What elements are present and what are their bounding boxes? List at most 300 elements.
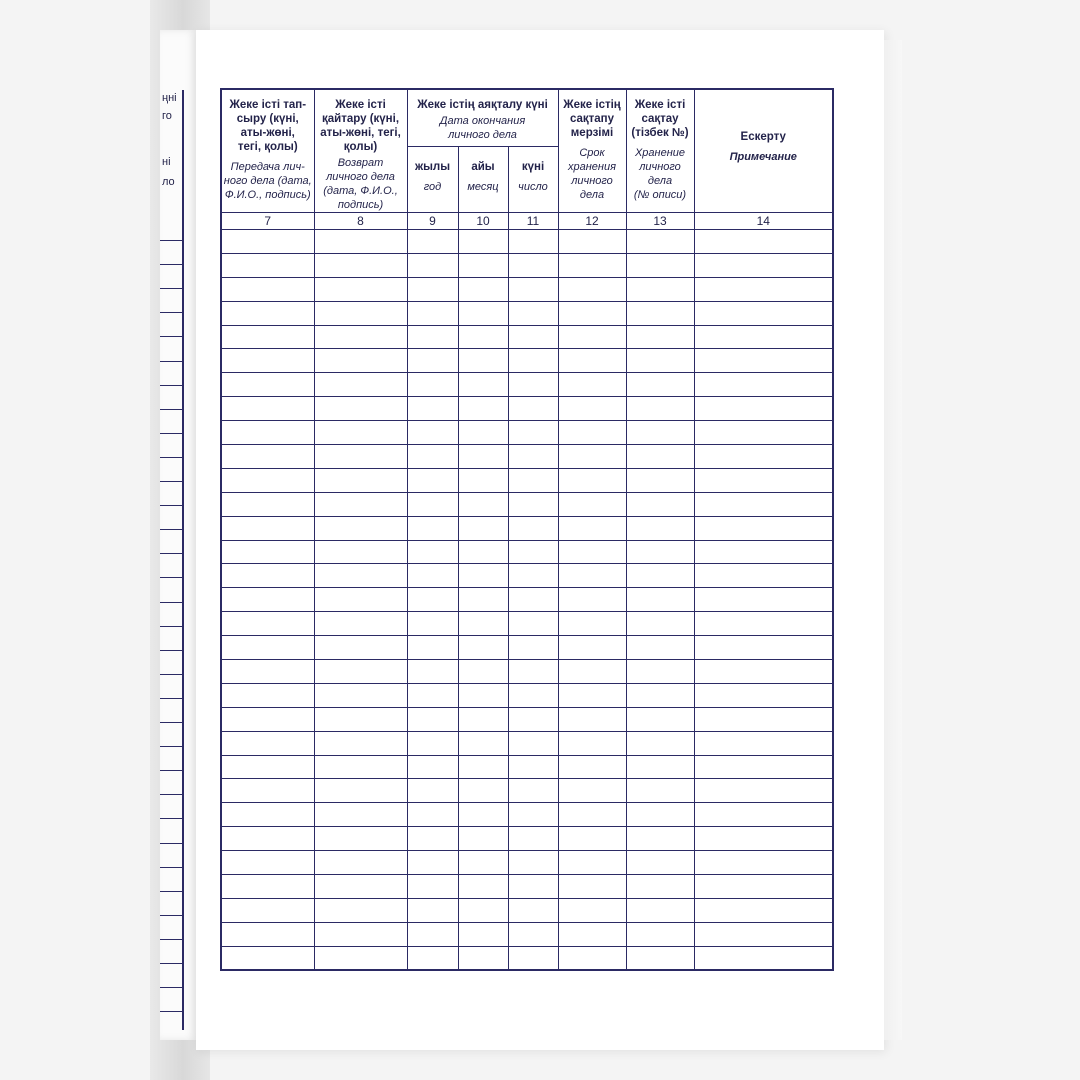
header-col-9-kz: жылы [414,161,451,174]
table-cell[interactable] [508,564,558,588]
table-cell[interactable] [314,325,407,349]
table-cell[interactable] [221,827,314,851]
table-cell[interactable] [314,779,407,803]
table-cell[interactable] [508,707,558,731]
table-cell[interactable] [694,492,833,516]
table-cell[interactable] [458,421,508,445]
table-cell[interactable] [626,277,694,301]
table-cell[interactable] [626,516,694,540]
table-cell[interactable] [314,468,407,492]
table-cell[interactable] [626,851,694,875]
table-cell[interactable] [694,707,833,731]
table-cell[interactable] [314,731,407,755]
table-cell[interactable] [694,397,833,421]
table-cell[interactable] [314,898,407,922]
table-cell[interactable] [558,827,626,851]
table-cell[interactable] [626,445,694,469]
table-cell[interactable] [221,636,314,660]
table-cell[interactable] [558,588,626,612]
table-cell[interactable] [458,516,508,540]
table-cell[interactable] [558,922,626,946]
table-cell[interactable] [407,731,458,755]
table-cell[interactable] [694,277,833,301]
table-cell[interactable] [458,898,508,922]
table-cell[interactable] [558,898,626,922]
table-cell[interactable] [626,898,694,922]
left-page-rule [160,915,182,916]
left-page-rule [160,794,182,795]
table-cell[interactable] [558,397,626,421]
table-cell[interactable] [626,636,694,660]
table-cell[interactable] [458,564,508,588]
table-cell[interactable] [221,445,314,469]
table-cell[interactable] [508,660,558,684]
table-cell[interactable] [558,301,626,325]
page-stack-edge [884,40,902,1040]
table-cell[interactable] [626,922,694,946]
table-row [221,612,833,636]
table-cell[interactable] [626,421,694,445]
left-page-rule [160,867,182,868]
table-cell[interactable] [694,564,833,588]
table-cell[interactable] [508,445,558,469]
table-cell[interactable] [407,851,458,875]
table-cell[interactable] [407,707,458,731]
table-cell[interactable] [558,851,626,875]
table-cell[interactable] [694,325,833,349]
table-cell[interactable] [458,731,508,755]
table-cell[interactable] [558,492,626,516]
left-page-text-fragment: го [162,110,172,122]
table-cell[interactable] [221,731,314,755]
table-cell[interactable] [314,421,407,445]
table-cell[interactable] [221,253,314,277]
table-cell[interactable] [694,612,833,636]
header-completion-date-kz: Жеке істің аяқталу күні [417,99,548,111]
table-row [221,660,833,684]
table-cell[interactable] [458,397,508,421]
table-cell[interactable] [221,779,314,803]
table-cell[interactable] [508,301,558,325]
table-cell[interactable] [407,277,458,301]
left-page-rule [160,939,182,940]
table-cell[interactable] [558,325,626,349]
table-cell[interactable] [221,683,314,707]
table-cell[interactable] [508,922,558,946]
table-cell[interactable] [314,349,407,373]
table-cell[interactable] [458,445,508,469]
table-row [221,397,833,421]
table-cell[interactable] [221,301,314,325]
table-cell[interactable] [558,373,626,397]
table-cell[interactable] [694,445,833,469]
table-cell[interactable] [508,683,558,707]
left-page-rule [160,674,182,675]
table-cell[interactable] [458,612,508,636]
table-cell[interactable] [694,922,833,946]
table-cell[interactable] [458,230,508,254]
table-cell[interactable] [626,827,694,851]
left-page-table-frame [160,90,184,1030]
table-cell[interactable] [694,660,833,684]
table-cell[interactable] [458,660,508,684]
table-cell[interactable] [626,253,694,277]
table-cell[interactable] [694,253,833,277]
table-cell[interactable] [694,683,833,707]
table-cell[interactable] [458,253,508,277]
table-cell[interactable] [508,588,558,612]
table-row [221,253,833,277]
table-row [221,731,833,755]
table-cell[interactable] [508,779,558,803]
table-cell[interactable] [694,636,833,660]
table-cell[interactable] [458,636,508,660]
table-cell[interactable] [508,468,558,492]
column-number-11: 11 [508,213,558,230]
table-cell[interactable] [314,922,407,946]
table-cell[interactable] [407,397,458,421]
table-cell[interactable] [694,421,833,445]
table-cell[interactable] [407,660,458,684]
table-row [221,468,833,492]
header-col-13-kz: Жеке істі сақтау (тізбек №) [631,99,689,139]
table-cell[interactable] [407,540,458,564]
table-cell[interactable] [221,325,314,349]
table-cell[interactable] [508,827,558,851]
table-cell[interactable] [221,492,314,516]
table-cell[interactable] [558,230,626,254]
table-cell[interactable] [314,707,407,731]
table-cell[interactable] [626,588,694,612]
table-cell[interactable] [458,755,508,779]
table-cell[interactable] [221,349,314,373]
table-cell[interactable] [626,946,694,970]
table-cell[interactable] [558,516,626,540]
table-cell[interactable] [558,564,626,588]
table-cell[interactable] [221,516,314,540]
table-cell[interactable] [407,230,458,254]
table-cell[interactable] [508,325,558,349]
table-cell[interactable] [694,230,833,254]
left-page-text-fragment: ло [162,176,175,188]
table-cell[interactable] [314,875,407,899]
left-page-rule [160,818,182,819]
table-cell[interactable] [694,875,833,899]
table-cell[interactable] [626,779,694,803]
table-cell[interactable] [694,946,833,970]
table-cell[interactable] [626,731,694,755]
table-cell[interactable] [314,397,407,421]
header-col-12 [558,89,626,213]
table-cell[interactable] [626,397,694,421]
table-cell[interactable] [558,277,626,301]
table-cell[interactable] [626,660,694,684]
table-row [221,540,833,564]
table-cell[interactable] [558,540,626,564]
table-cell[interactable] [558,349,626,373]
table-cell[interactable] [221,421,314,445]
table-row [221,325,833,349]
table-cell[interactable] [407,421,458,445]
table-cell[interactable] [407,492,458,516]
table-cell[interactable] [314,803,407,827]
table-cell[interactable] [221,230,314,254]
header-col-14-kz: Ескерту [740,131,786,143]
table-cell[interactable] [407,349,458,373]
table-cell[interactable] [314,946,407,970]
table-cell[interactable] [558,946,626,970]
table-cell[interactable] [458,277,508,301]
table-cell[interactable] [508,612,558,636]
table-cell[interactable] [407,779,458,803]
table-cell[interactable] [314,253,407,277]
table-cell[interactable] [558,660,626,684]
table-cell[interactable] [694,898,833,922]
table-cell[interactable] [458,349,508,373]
header-col-11-ru: число [518,181,548,194]
column-number-7: 7 [221,213,314,230]
table-cell[interactable] [508,731,558,755]
table-cell[interactable] [508,755,558,779]
table-cell[interactable] [508,277,558,301]
table-cell[interactable] [508,803,558,827]
table-cell[interactable] [626,373,694,397]
table-cell[interactable] [221,612,314,636]
table-cell[interactable] [626,301,694,325]
column-number-8: 8 [314,213,407,230]
table-cell[interactable] [458,683,508,707]
header-col-13 [626,89,694,213]
table-cell[interactable] [626,707,694,731]
table-cell[interactable] [407,827,458,851]
table-cell[interactable] [221,851,314,875]
table-cell[interactable] [407,803,458,827]
left-page-rule [160,843,182,844]
header-col-14-ru: Примечание [729,151,797,163]
table-cell[interactable] [558,421,626,445]
table-cell[interactable] [221,707,314,731]
left-page-rule [160,481,182,482]
table-cell[interactable] [458,851,508,875]
table-cell[interactable] [407,516,458,540]
table-cell[interactable] [508,851,558,875]
table-cell[interactable] [508,253,558,277]
table-cell[interactable] [508,492,558,516]
table-cell[interactable] [558,755,626,779]
table-cell[interactable] [558,707,626,731]
table-cell[interactable] [407,373,458,397]
table-cell[interactable] [221,564,314,588]
table-cell[interactable] [694,373,833,397]
table-cell[interactable] [508,397,558,421]
table-cell[interactable] [314,564,407,588]
table-cell[interactable] [314,230,407,254]
column-number-12: 12 [558,213,626,230]
table-cell[interactable] [508,946,558,970]
table-cell[interactable] [458,373,508,397]
table-cell[interactable] [221,373,314,397]
table-cell[interactable] [314,660,407,684]
personal-files-ledger-table [220,88,834,971]
table-cell[interactable] [626,492,694,516]
table-cell[interactable] [221,755,314,779]
table-cell[interactable] [314,636,407,660]
table-cell[interactable] [558,731,626,755]
table-cell[interactable] [626,230,694,254]
table-cell[interactable] [626,755,694,779]
table-cell[interactable] [558,636,626,660]
table-cell[interactable] [314,540,407,564]
table-cell[interactable] [407,755,458,779]
table-cell[interactable] [508,373,558,397]
table-cell[interactable] [694,851,833,875]
left-page-rule [160,722,182,723]
table-cell[interactable] [458,827,508,851]
table-cell[interactable] [407,612,458,636]
table-cell[interactable] [221,875,314,899]
table-cell[interactable] [221,468,314,492]
table-cell[interactable] [458,922,508,946]
table-row [221,827,833,851]
table-cell[interactable] [508,898,558,922]
table-cell[interactable] [694,301,833,325]
table-cell[interactable] [407,468,458,492]
table-row [221,922,833,946]
table-cell[interactable] [458,468,508,492]
table-cell[interactable] [626,349,694,373]
table-cell[interactable] [407,325,458,349]
table-cell[interactable] [314,301,407,325]
table-cell[interactable] [694,516,833,540]
table-cell[interactable] [314,755,407,779]
table-cell[interactable] [558,683,626,707]
table-cell[interactable] [626,612,694,636]
table-cell[interactable] [458,492,508,516]
left-page-rule [160,385,182,386]
table-cell[interactable] [508,875,558,899]
table-cell[interactable] [508,230,558,254]
table-cell[interactable] [221,898,314,922]
header-col-11 [508,147,558,213]
table-cell[interactable] [314,516,407,540]
column-number-13: 13 [626,213,694,230]
table-cell[interactable] [508,636,558,660]
table-cell[interactable] [458,588,508,612]
table-cell[interactable] [558,875,626,899]
header-col-7-kz: Жеке істі тап- сыру (күні, аты-жөні, тегі, қолы) [229,99,307,153]
table-cell[interactable] [626,468,694,492]
table-cell[interactable] [694,731,833,755]
table-cell[interactable] [626,325,694,349]
table-cell[interactable] [626,683,694,707]
table-cell[interactable] [221,540,314,564]
table-cell[interactable] [694,588,833,612]
table-cell[interactable] [407,588,458,612]
table-cell[interactable] [626,803,694,827]
table-cell[interactable] [314,277,407,301]
table-cell[interactable] [458,325,508,349]
table-cell[interactable] [221,660,314,684]
table-cell[interactable] [458,301,508,325]
table-cell[interactable] [694,540,833,564]
table-cell[interactable] [314,445,407,469]
table-cell[interactable] [508,421,558,445]
table-cell[interactable] [458,803,508,827]
table-cell[interactable] [558,468,626,492]
table-row [221,946,833,970]
table-cell[interactable] [558,445,626,469]
table-cell[interactable] [407,301,458,325]
table-cell[interactable] [558,253,626,277]
table-cell[interactable] [458,779,508,803]
table-cell[interactable] [407,922,458,946]
table-cell[interactable] [694,349,833,373]
table-cell[interactable] [694,779,833,803]
table-cell[interactable] [694,468,833,492]
table-cell[interactable] [558,612,626,636]
table-cell[interactable] [694,803,833,827]
table-cell[interactable] [407,564,458,588]
table-cell[interactable] [314,851,407,875]
table-cell[interactable] [626,875,694,899]
header-completion-date-ru: Дата окончания личного дела [439,115,526,141]
column-number-9: 9 [407,213,458,230]
table-cell[interactable] [508,349,558,373]
table-cell[interactable] [694,827,833,851]
table-cell[interactable] [626,540,694,564]
table-cell[interactable] [508,540,558,564]
left-page-rule [160,529,182,530]
table-cell[interactable] [221,922,314,946]
table-cell[interactable] [407,683,458,707]
table-cell[interactable] [314,683,407,707]
table-row [221,636,833,660]
table-cell[interactable] [626,564,694,588]
table-cell[interactable] [314,612,407,636]
table-cell[interactable] [558,803,626,827]
table-row [221,421,833,445]
header-col-9 [407,147,458,213]
left-page-edge [160,30,196,1040]
table-cell[interactable] [407,875,458,899]
table-cell[interactable] [407,253,458,277]
table-cell[interactable] [221,277,314,301]
table-cell[interactable] [221,397,314,421]
left-page-rule [160,288,182,289]
table-cell[interactable] [694,755,833,779]
table-cell[interactable] [407,898,458,922]
table-cell[interactable] [458,540,508,564]
table-cell[interactable] [407,636,458,660]
table-cell[interactable] [458,875,508,899]
table-cell[interactable] [221,588,314,612]
table-cell[interactable] [221,803,314,827]
table-cell[interactable] [558,779,626,803]
table-cell[interactable] [407,445,458,469]
table-cell[interactable] [314,588,407,612]
table-cell[interactable] [458,707,508,731]
table-cell[interactable] [458,946,508,970]
table-cell[interactable] [314,492,407,516]
left-page-rule [160,264,182,265]
table-cell[interactable] [314,827,407,851]
column-number-10: 10 [458,213,508,230]
table-cell[interactable] [221,946,314,970]
header-col-7-ru: Передача лич- ного дела (дата, Ф.И.О., подпись) [223,161,312,201]
table-cell[interactable] [314,373,407,397]
table-cell[interactable] [508,516,558,540]
table-cell[interactable] [407,946,458,970]
